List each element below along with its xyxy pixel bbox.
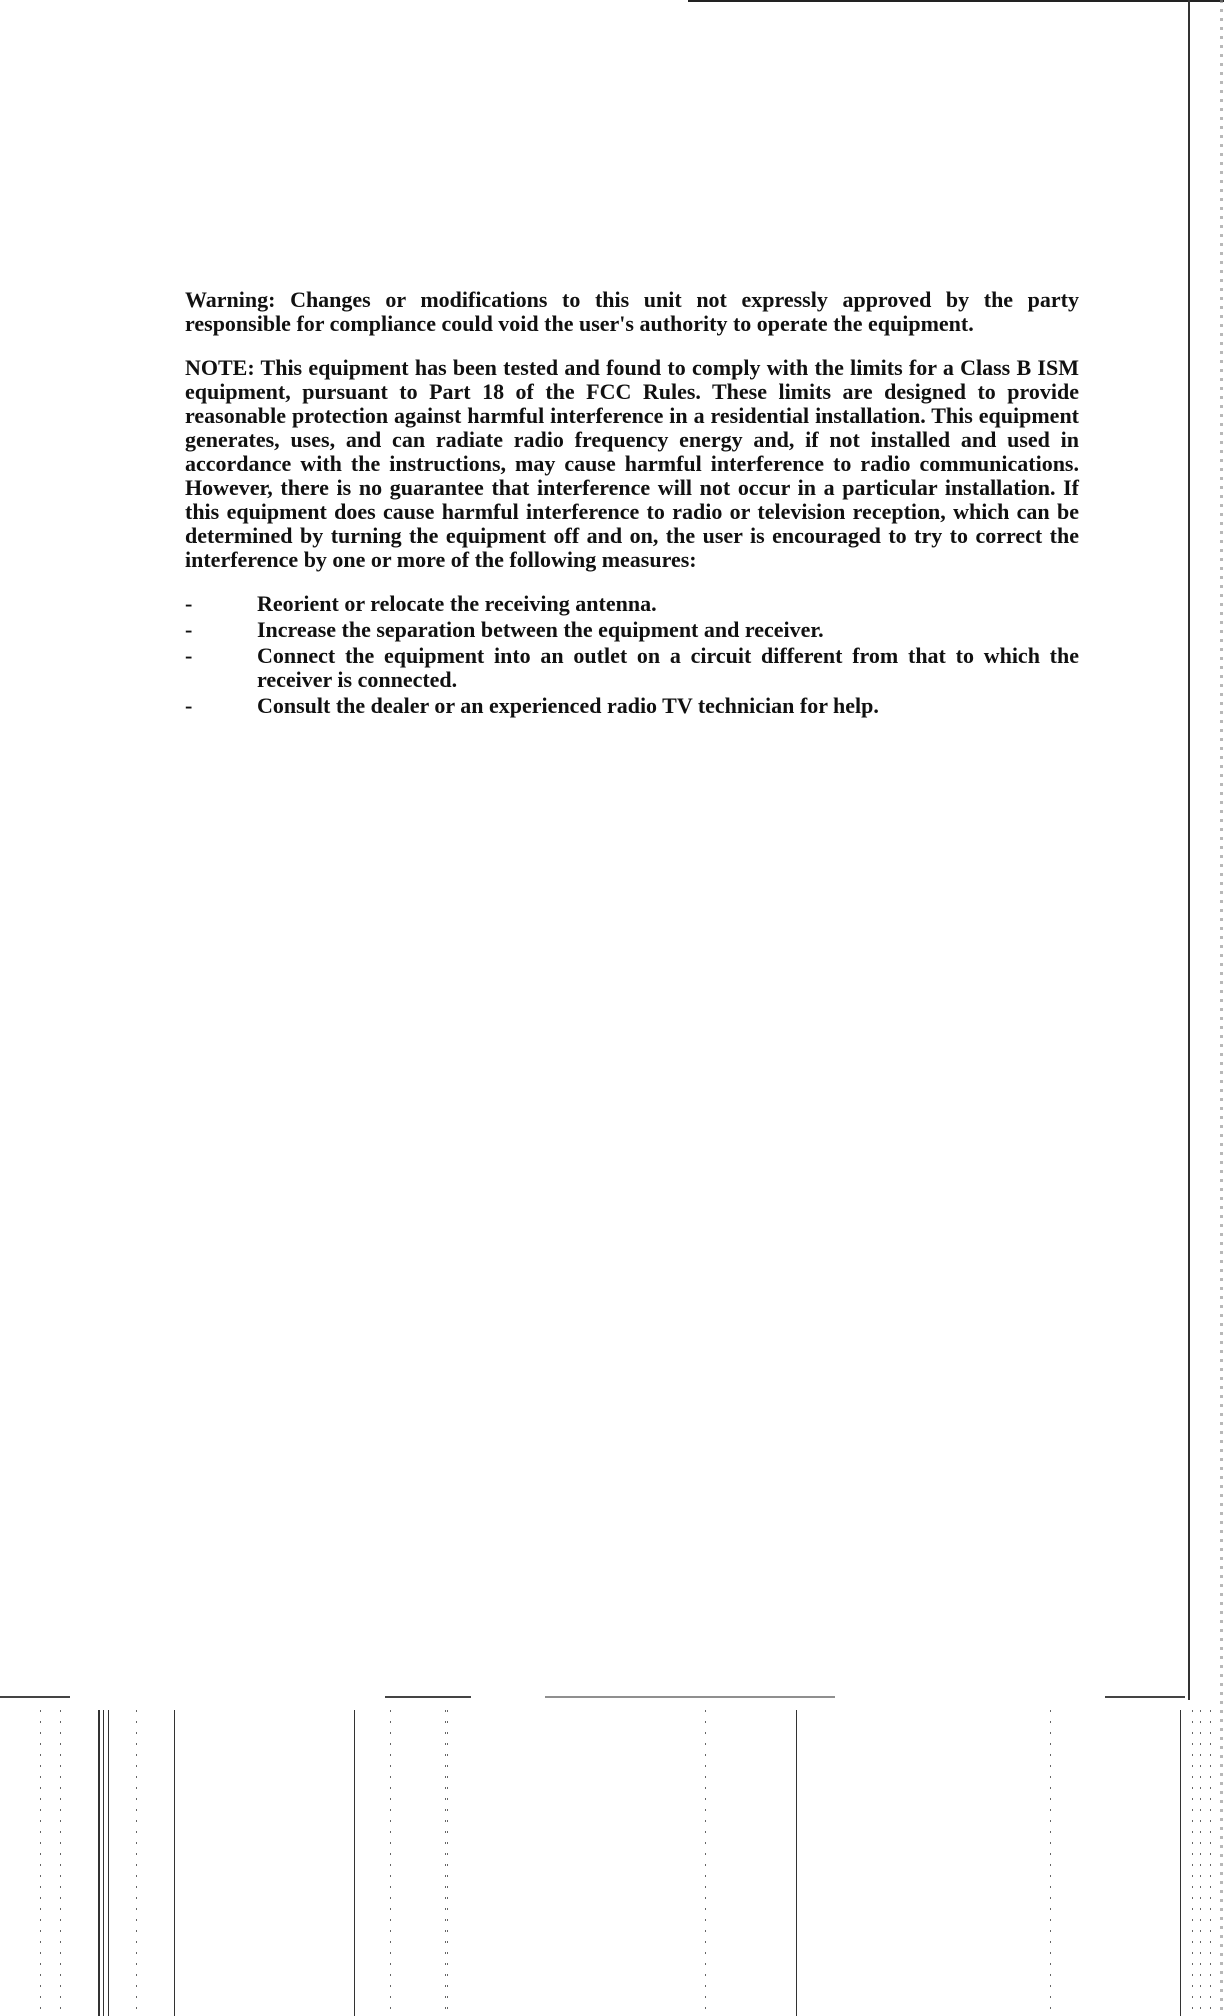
scan-noise xyxy=(40,1710,41,2016)
scan-line xyxy=(0,1696,70,1698)
bullet-dash: - xyxy=(185,617,193,642)
scan-noise xyxy=(1200,1710,1201,2016)
measure-text: Increase the separation between the equipment and receiver. xyxy=(257,617,824,642)
scan-noise xyxy=(1050,1710,1051,2016)
scan-line xyxy=(103,1710,104,2016)
scan-noise xyxy=(445,1710,446,2016)
scan-noise xyxy=(1210,1710,1211,2016)
measure-text: Connect the equipment into an outlet on a circuit different from that to which the receiver is connected. xyxy=(257,643,1079,692)
scan-line xyxy=(354,1710,355,2016)
bullet-dash: - xyxy=(185,643,193,668)
bullet-dash: - xyxy=(185,591,193,616)
list-item xyxy=(185,644,1079,692)
scan-noise xyxy=(705,1710,706,2016)
measures-list xyxy=(185,592,1079,718)
scan-artifact-band xyxy=(0,1696,1224,2016)
fcc-notice xyxy=(185,288,1079,720)
scan-edge-right xyxy=(1188,0,1190,1700)
scan-line xyxy=(108,1710,109,2016)
warning-paragraph: Warning: Changes or modifications to this unit not expressly approved by the party responsible for compliance could void the user's authority to operate the equipment. xyxy=(185,287,1079,336)
list-item xyxy=(185,694,1079,718)
list-item xyxy=(185,618,1079,642)
measure-text: Reorient or relocate the receiving antenna. xyxy=(257,591,657,616)
scan-noise xyxy=(136,1710,137,2016)
note-paragraph: NOTE: This equipment has been tested and found to comply with the limits for a Class B ISM equipment, pursuant to Part 18 of the FCC Rules. These limits are designed to provide reasonable protection against harmful interference in a residential installation. This equipment generates, uses, and can radiate radio frequency energy and, if not installed and used in accordance with the instructions, may cause harmful interference to radio communications. However, there is no guarantee that interference will not occur in a particular installation. If this equipment does cause harmful interference to radio or television reception, which can be determined by turning the equipment off and on, the user is encouraged to try to correct the interference by one or more of the following measures: xyxy=(185,355,1079,572)
scan-line xyxy=(385,1696,471,1698)
scan-line xyxy=(98,1710,100,2016)
list-item xyxy=(185,592,1079,616)
measure-text: Consult the dealer or an experienced radio TV technician for help. xyxy=(257,693,879,718)
scan-line xyxy=(1180,1710,1181,2016)
scan-line xyxy=(545,1696,835,1698)
scan-noise xyxy=(1192,1710,1193,2016)
scan-noise xyxy=(390,1710,391,2016)
scan-line xyxy=(174,1710,175,2016)
scan-noise xyxy=(447,1710,448,2016)
bullet-dash: - xyxy=(185,693,193,718)
scan-line xyxy=(1105,1696,1185,1698)
scan-line xyxy=(796,1710,797,2016)
scan-edge-top xyxy=(688,0,1224,2)
scan-noise xyxy=(60,1710,61,2016)
